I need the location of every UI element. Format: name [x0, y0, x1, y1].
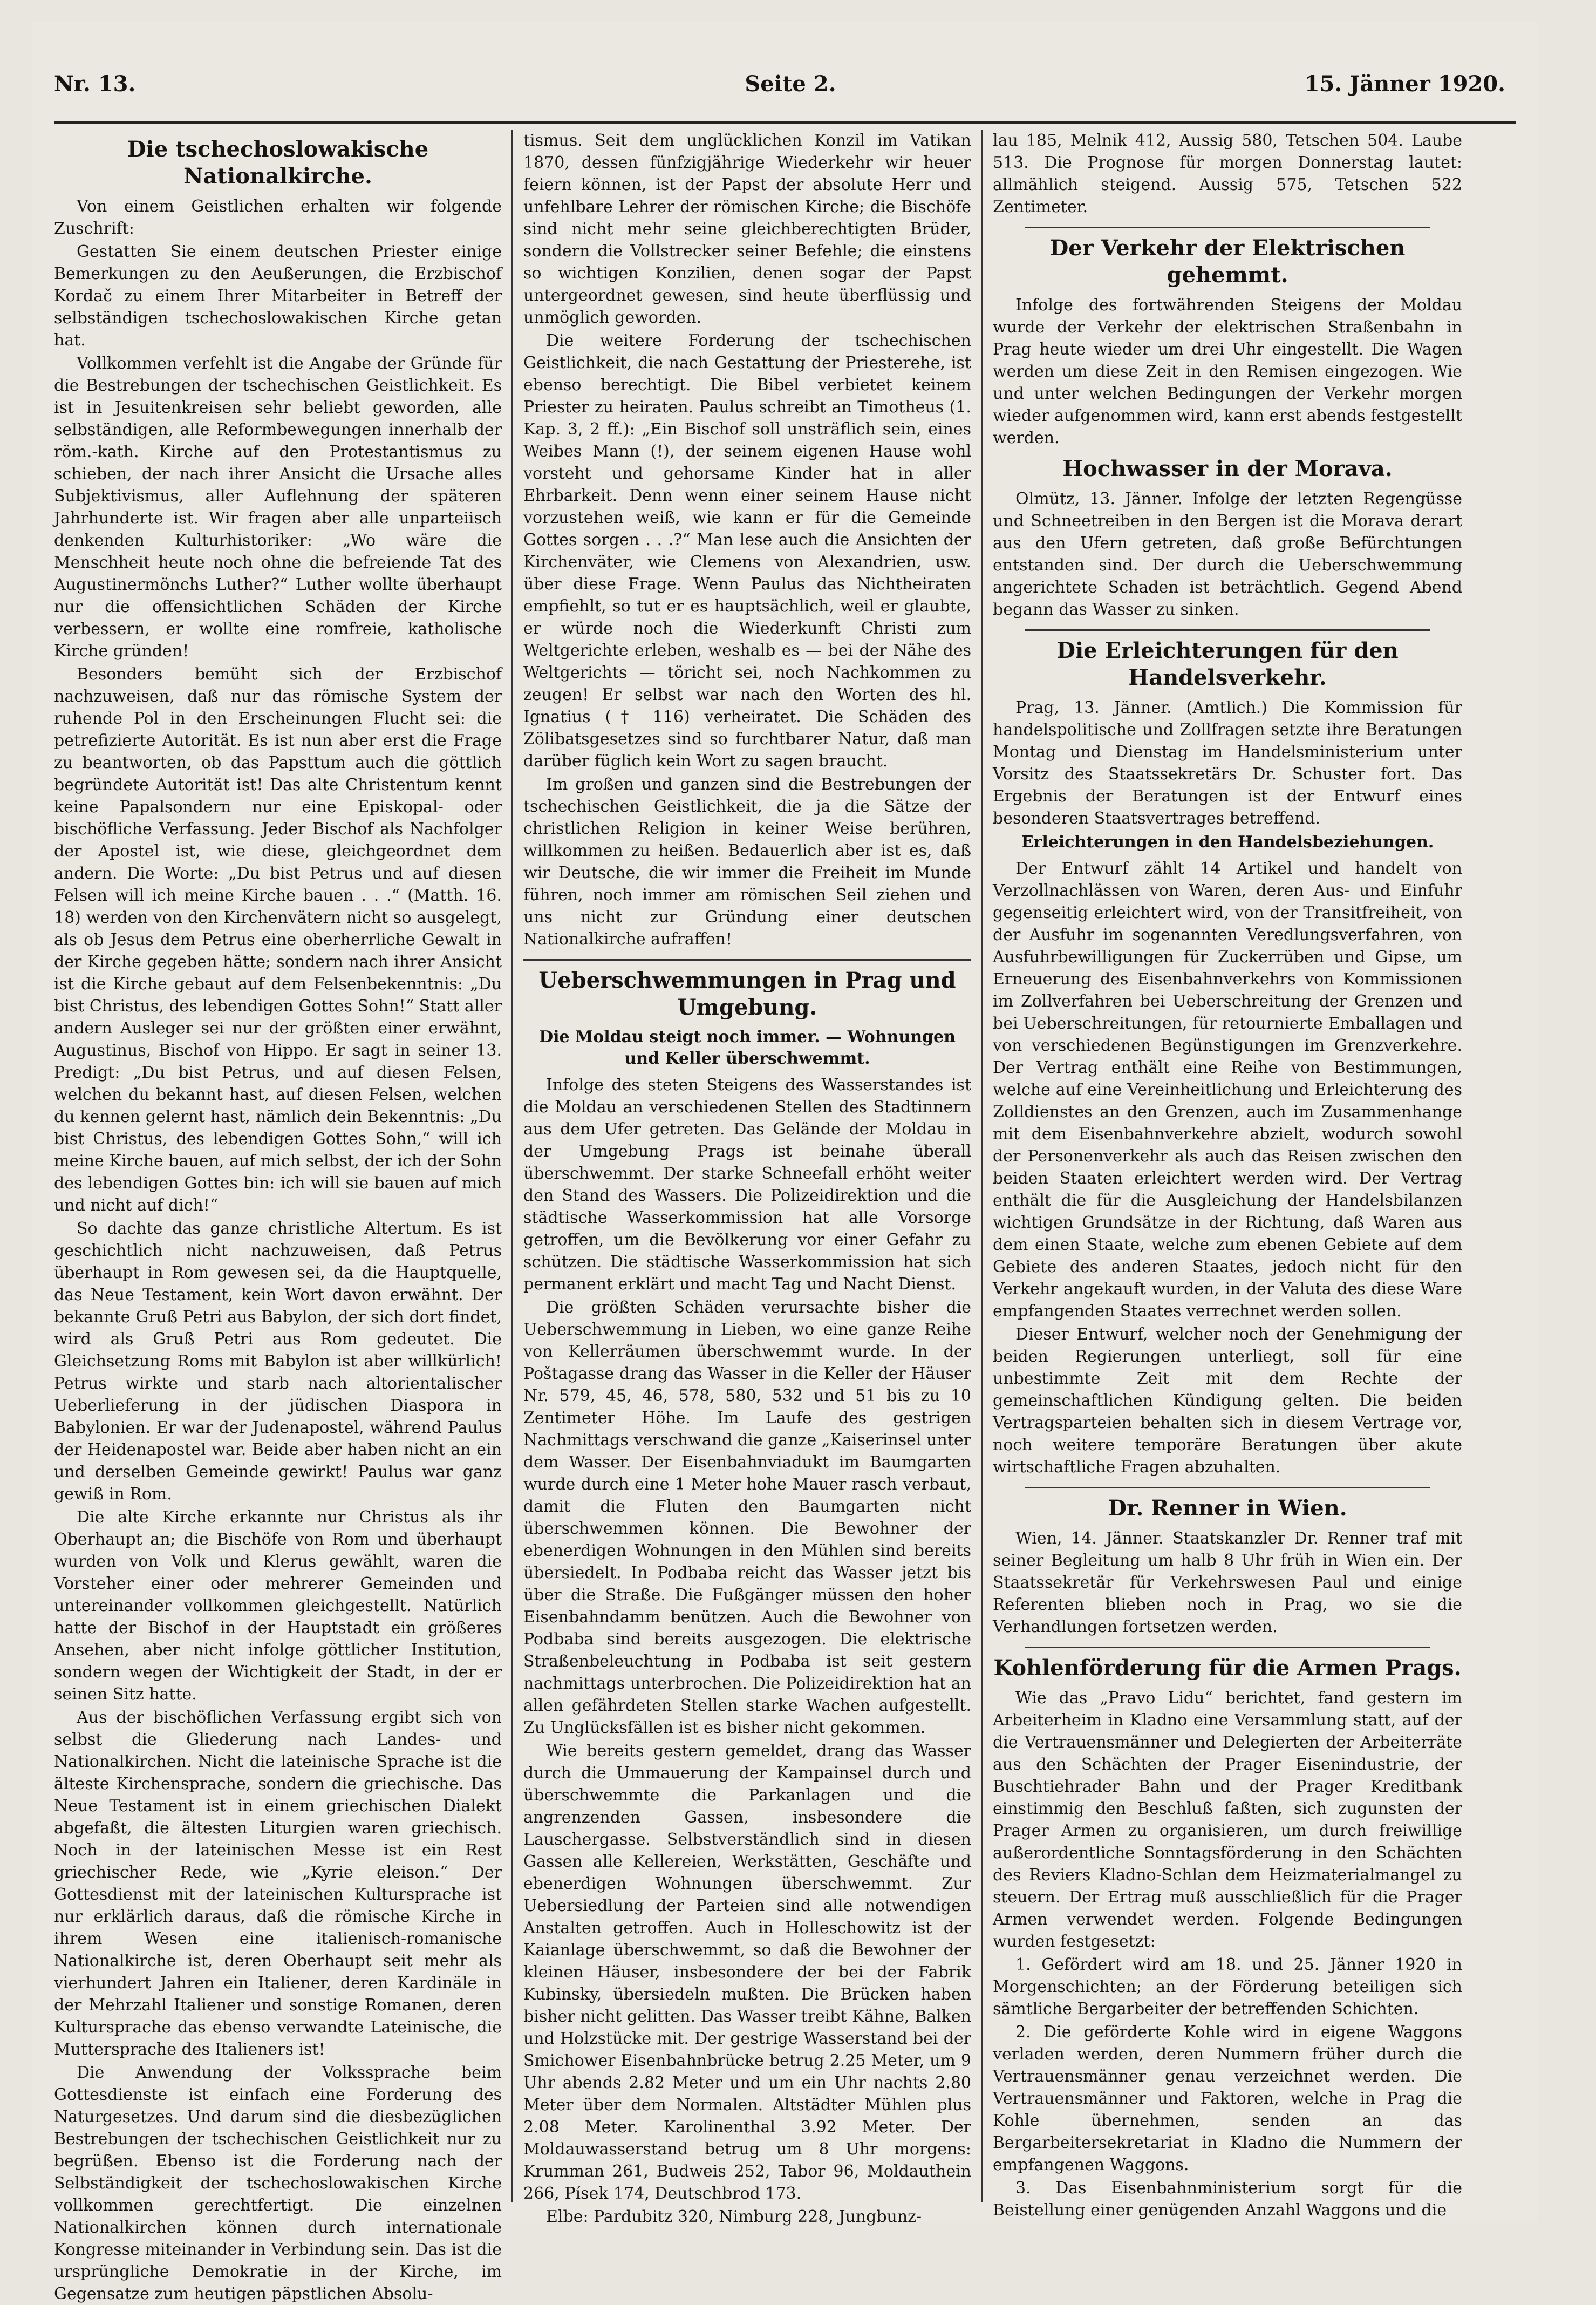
- article-headline: Der Verkehr der Elektrischen gehemmt.: [1049, 235, 1406, 288]
- column-divider: [511, 130, 513, 2202]
- article-paragraph: Infolge des steten Steigens des Wasserstandes ist die Moldau an verschiedenen Stellen des Stadtinnern aus dem Ufer getreten. Das Gelände der Moldau in der Umgebung Prags ist beinahe überall überschwemmt. Der starke Schneefall erhöht weiter den Stand des Wassers. Die Polizeidirektion und die städtische Wasserkommission hat alle Vorsorge getroffen, um die Bevölkerung vor einer Gefahr zu schützen. Die städtische Wasserkommission hat sich permanent erklärt und macht Tag und Nacht Dienst.: [523, 1076, 971, 1294]
- article-paragraph: Elbe: Pardubitz 320, Nimburg 228, Jungbunz-: [546, 2207, 922, 2226]
- article-paragraph: Olmütz, 13. Jänner. Infolge der letzten Regengüsse und Schneetreiben in den Bergen ist die Morava derart aus den Ufern getreten, daß große Befürchtungen entstanden sind. Der durch die Ueberschwemmung angerichtete Schaden ist beträchtlich. Gegend Abend begann das Wasser zu sinken.: [993, 489, 1462, 619]
- page-header: [54, 71, 1527, 114]
- article-subhead: Erleichterungen in den Handelsbeziehungen.: [1021, 833, 1434, 852]
- article-paragraph: 2. Die geförderte Kohle wird in eigene Waggons verladen werden, deren Nummern früher durch die Vertrauensmänner genau verzeichnet werden. Die Vertrauensmänner und Faktoren, welche in Prag die Kohle übernehmen, senden an das Bergarbeitersekretariat in Kladno die Nummern der empfangenen Waggons.: [993, 2023, 1462, 2174]
- article-paragraph: So dachte das ganze christliche Altertum. Es ist geschichtlich nicht nachzuweisen, daß Petrus überhaupt in Rom gewesen sei, da die Hauptquelle, das Neue Testament, kein Wort davon erwähnt. Der bekannte Gruß Petri aus Babylon, der sich dort findet, wird als Gruß Petri aus Rom gedeutet. Die Gleichsetzung Roms mit Babylon ist aber willkürlich! Petrus wirkte und starb nach altorientalischer Ueberlieferung in der jüdischen Diaspora in Babylonien. Er war der Judenapostel, während Paulus der Heidenapostel war. Beide aber haben nicht an ein und derselben Gemeinde gewirkt! Paulus war ganz gewiß in Rom.: [54, 1219, 502, 1504]
- header-rule: [54, 121, 1516, 124]
- article-paragraph: 1. Gefördert wird am 18. und 25. Jänner 1920 in Morgenschichten; an der Förderung beteiligen sich sämtliche Bergarbeiter der betreffenden Schichten.: [993, 1955, 1462, 2018]
- article-paragraph: Prag, 13. Jänner. (Amtlich.) Die Kommission für handelspolitische und Zollfragen setzte ihre Beratungen Montag und Dienstag im Handelsministerium unter Vorsitz des Staatssekretärs Dr. Schuster fort. Das Ergebnis der Beratungen ist der Entwurf eines besonderen Staatsvertrages betreffend.: [993, 698, 1462, 828]
- column-2: [523, 130, 971, 2226]
- article-separator: [523, 959, 971, 961]
- article-paragraph: lau 185, Melnik 412, Aussig 580, Tetschen 504. Laube 513. Die Prognose für morgen Donnerstag lautet: allmählich steigend. Aussig 575, Tetschen 522 Zentimeter.: [993, 131, 1462, 216]
- article-paragraph: Die alte Kirche erkannte nur Christus als ihr Oberhaupt an; die Bischöfe von Rom und überhaupt wurden von Volk und Klerus gewählt, waren die Vorsteher einer oder mehrerer Gemeinden und untereinander vollkommen gleichgestellt. Natürlich hatte der Bischof in der Hauptstadt ein größeres Ansehen, aber nicht infolge göttlicher Institution, sondern wegen der Wichtigkeit der Stadt, in der er seinen Sitz hatte.: [54, 1508, 502, 1704]
- issue-date: 15. Jänner 1920.: [1304, 71, 1505, 97]
- article-headline: Die tschechoslowakische Nationalkirche.: [127, 137, 429, 189]
- page-number: Seite 2.: [745, 71, 836, 97]
- article-paragraph: Der Entwurf zählt 14 Artikel und handelt von Verzollnachlässen von Waren, deren Aus- und Einfuhr gegenseitig erleichtert wird, von der Transitfreiheit, von der Ausfuhr im sogenannten Veredlungsverfahren, von Ausfuhrbewilligungen für Zuckerrüben und Gipse, um Erneuerung des Eisenbahnverkehrs von Kommissionen im Zollverfahren bei Ueberschreitung der Grenzen und bei Ueberschreitungen, für retournierte Emballagen und von verschiedenen Begünstigungen im Grenzverkehre. Der Vertrag enthält eine Reihe von Bestimmungen, welche auf eine Vereinheitlichung und Erleichterung des Zolldienstes an den Grenzen, auch im Zusammenhange mit dem Eisenbahnverkehre abzielt, wodurch sowohl der Personenverkehr als auch das Reisen zwischen den beiden Staaten erleichtert werden wird. Der Vertrag enthält die für die Ausgleichung der Handelsbilanzen wichtigen Grundsätze in der Richtung, daß Waren aus dem einen Staate, welche zum ebenen Gebiete auf dem Gebiete des anderen Staates, jedoch nicht für den Verkehr angekauft wurden, in der Valuta des diese Ware empfangenden Staates verrechnet werden sollen.: [993, 859, 1462, 1321]
- article-paragraph: 3. Das Eisenbahnministerium sorgt für die Beistellung einer genügenden Anzahl Waggons und die: [993, 2179, 1462, 2220]
- article-paragraph: Wien, 14. Jänner. Staatskanzler Dr. Renner traf mit seiner Begleitung um halb 8 Uhr früh in Wien ein. Der Staatssekretär für Verkehrswesen Paul und einige Referenten blieben noch in Prag, wo sie die Verhandlungen fortsetzen werden.: [993, 1529, 1462, 1636]
- article-paragraph: Von einem Geistlichen erhalten wir folgende Zuschrift:: [54, 197, 502, 238]
- article-paragraph: tismus. Seit dem unglücklichen Konzil im Vatikan 1870, dessen fünfzigjährige Wiederkehr wir heuer feiern können, ist der Papst der absolute Herr und unfehlbare Lehrer der römischen Kirche; die Bischöfe sind nicht mehr seine gleichberechtigten Brüder, sondern die Vollstrecker seiner Befehle; die einstens so wichtigen Konzilien, denen sogar der Papst untergeordnet gewesen, sind heute überflüssig und unmöglich geworden.: [523, 131, 971, 327]
- article-headline: Hochwasser in der Morava.: [1062, 456, 1393, 481]
- article-paragraph: Die Anwendung der Volkssprache beim Gottesdienste ist einfach eine Forderung des Naturgesetzes. Und darum sind die diesbezüglichen Bestrebungen der tschechischen Geistlichkeit nur zu begrüßen. Ebenso ist die Forderung nach der Selbständigkeit der tschechoslowakischen Kirche vollkommen gerechtfertigt. Die einzelnen Nationalkirchen können durch internationale Kongresse miteinander in Verbindung sein. Das ist die ursprüngliche Demokratie in der Kirche, im Gegensatze zum heutigen päpstlichen Absolu-: [54, 2063, 502, 2303]
- article-paragraph: Gestatten Sie einem deutschen Priester einige Bemerkungen zu den Aeußerungen, die Erzbischof Kordač zu einem Ihrer Mitarbeiter in Betreff der selbständigen tschechoslowakischen Kirche getan hat.: [54, 242, 502, 350]
- article-separator: [1025, 1647, 1430, 1648]
- article-paragraph: Infolge des fortwährenden Steigens der Moldau wurde der Verkehr der elektrischen Straßenbahn in Prag heute wieder um drei Uhr eingestellt. Die Wagen werden um diese Zeit in den Remisen eingezogen. Wie und unter welchen Bedingungen der Verkehr morgen wieder aufgenommen wird, kann erst abends festgestellt werden.: [993, 296, 1462, 447]
- article-headline: Die Erleichterungen für den Handelsverkehr.: [1056, 638, 1399, 690]
- article-paragraph: Die weitere Forderung der tschechischen Geistlichkeit, die nach Gestattung der Priesterehe, ist ebenso berechtigt. Die Bibel verbietet keinem Priester zu heiraten. Paulus schreibt an Timotheus (1. Kap. 3, 2 ff.): „Ein Bischof soll unsträflich sein, eines Weibes Mann (!), der seinem eigenen Hause wohl vorsteht und gehorsame Kinder hat in aller Ehrbarkeit. Denn wenn einer seinem Hause nicht vorzustehen weiß, wie kann er für die Gemeinde Gottes sorgen . . .?“ Man lese auch die Ansichten der Kirchenväter, wie Clemens von Alexandrien, usw. über diese Frage. Wenn Paulus das Nichtheiraten empfiehlt, so tut er es hauptsächlich, weil er glaubte, er würde noch die Wiederkunft Christi zum Weltgerichte erleben, weshalb es — bei der Nähe des Weltgerichts — töricht sei, noch Nachkommen zu zeugen! Er selbst war nach den Worten des hl. Ignatius († 116) verheiratet. Die Schäden des Zölibatsgesetzes sind so furchtbarer Natur, daß man darüber füglich kein Wort zu sagen braucht.: [523, 331, 971, 771]
- article-subhead: Die Moldau steigt noch immer. — Wohnungen und Keller überschwemmt.: [539, 1028, 956, 1068]
- article-paragraph: Die größten Schäden verursachte bisher die Ueberschwemmung in Lieben, wo eine ganze Reihe von Kellerräumen überschwemmt wurde. In der Poštagasse drang das Wasser in die Keller der Häuser Nr. 579, 45, 46, 578, 580, 532 und 51 bis zu 10 Zentimeter Höhe. Im Laufe des gestrigen Nachmittags verschwand die ganze „Kaiserinsel unter dem Wasser. Der Eisenbahnviadukt im Baumgarten wurde durch eine 1 Meter hohe Mauer rasch verbaut, damit die Fluten den Baumgarten nicht überschwemmen können. Die Bewohner der ebenerdigen Wohnungen in den Mühlen sind bereits übersiedelt. In Podbaba reicht das Wasser jetzt bis über die Straße. Die Fußgänger müssen den hoher Eisenbahndamm benützen. Auch die Bewohner von Podbaba sind bereits ausgezogen. Die elektrische Straßenbeleuchtung in Podbaba ist seit gestern nachmittags unterbrochen. Die Polizeidirektion hat an allen gefährdeten Stellen starke Wachen aufgestellt. Zu Unglücksfällen ist es bisher nicht gekommen.: [523, 1298, 971, 1737]
- article-paragraph: Im großen und ganzen sind die Bestrebungen der tschechischen Geistlichkeit, die ja die Sätze der christlichen Religion in keiner Weise berühren, willkommen zu heißen. Bedauerlich aber ist es, daß wir Deutsche, die wir immer die Freiheit im Munde führen, noch immer am römischen Seil ziehen und uns nicht zur Gründung einer deutschen Nationalkirche aufraffen!: [523, 775, 971, 949]
- article-paragraph: Dieser Entwurf, welcher noch der Genehmigung der beiden Regierungen unterliegt, soll für eine unbestimmte Zeit mit dem Rechte der gemeinschaftlichen Kündigung gelten. Die beiden Vertragsparteien behalten sich in diesem Vertrage vor, noch weitere temporäre Beratungen über akute wirtschaftliche Fragen abzuhalten.: [993, 1325, 1462, 1477]
- article-paragraph: Besonders bemüht sich der Erzbischof nachzuweisen, daß nur das römische System der ruhende Pol in den Erscheinungen Flucht sei: die petrefizierte Autorität. Es ist nun aber erst die Frage zu beantworten, ob das Papsttum auch die göttlich begründete Autorität ist! Das alte Christentum kennt keine Papalsondern nur eine Episkopal- oder bischöfliche Verfassung. Jeder Bischof als Nachfolger der Apostel ist, wie diese, gleichgeordnet dem andern. Die Worte: „Du bist Petrus und auf diesen Felsen will ich meine Kirche bauen . . .“ (Matth. 16. 18) werden von den Kirchenvätern nicht so ausgelegt, als ob Jesus dem Petrus eine oberherrliche Gewalt in der Kirche gegeben hätte; sondern nach ihrer Ansicht ist die Kirche gebaut auf dem Felsenbekenntnis: „Du bist Christus, des lebendigen Gottes Sohn!“ Statt aller andern Ausleger sei nur der größten einer erwähnt, Augustinus, Bischof von Hippo. Er sagt in seiner 13. Predigt: „Du bist Petrus, und auf diesen Felsen, welchen du bekannt hast, auf diesen Felsen, welchen du kennen gelernt hast, nämlich dein Bekenntnis: „Du bist Christus, des lebendigen Gottes Sohn,“ will ich meine Kirche bauen, auf mich selbst, der ich der Sohn des lebendigen Gottes bin: ich will sie bauen auf mich und nicht auf dich!“: [54, 665, 502, 1215]
- article-paragraph: Wie das „Pravo Lidu“ berichtet, fand gestern im Arbeiterheim in Kladno eine Versammlung statt, auf der die Vertrauensmänner und Delegierten der Arbeiterräte aus den Schächten der Prager Eisenindustrie, der Buschtiehrader Bahn und der Prager Kreditbank einstimmig den Beschluß faßten, sich zugunsten der Prager Armen zu organisieren, um durch freiwillige außerordentliche Sonntagsförderung in den Schächten des Reviers Kladno-Schlan dem Heizmaterialmangel zu steuern. Der Ertrag muß ausschließlich für die Prager Armen verwendet werden. Folgende Bedingungen wurden festgesetzt:: [993, 1689, 1462, 1951]
- article-separator: [1025, 629, 1430, 631]
- article-separator: [1025, 1487, 1430, 1488]
- column-divider: [981, 130, 983, 2202]
- newspaper-page: [32, 22, 1538, 2303]
- column-3: [993, 130, 1462, 2220]
- issue-number: Nr. 13.: [54, 71, 136, 97]
- article-headline: Ueberschwemmungen in Prag und Umgebung.: [538, 968, 956, 1020]
- article-separator: [1025, 227, 1430, 228]
- article-headline: Kohlenförderung für die Armen Prags.: [993, 1655, 1462, 1681]
- column-1: [54, 130, 502, 2303]
- article-paragraph: Vollkommen verfehlt ist die Angabe der Gründe für die Bestrebungen der tschechischen Geistlichkeit. Es ist in Jesuitenkreisen sehr beliebt geworden, alle selbständigen, alle Reformbewegungen innerhalb der röm.-kath. Kirche auf den Protestantismus zu schieben, der nach ihrer Ansicht die Ursache alles Subjektivismus, aller Auflehnung der späteren Jahrhunderte ist. Wir fragen aber alle unparteiisch denkenden Kulturhistoriker: „Wo wäre die Menschheit heute noch ohne die befreiende Tat des Augustinermönchs Luther?“ Luther wollte überhaupt nur die offensichtlichen Schäden der Kirche verbessern, er wollte eine romfreie, katholische Kirche gründen!: [54, 354, 502, 661]
- article-paragraph: Wie bereits gestern gemeldet, drang das Wasser durch die Ummauerung der Kampainsel durch und überschwemmte die Parkanlagen und die angrenzenden Gassen, insbesondere die Lauschergasse. Selbstverständlich sind in diesen Gassen alle Kellereien, Werkstätten, Geschäfte und ebenerdigen Wohnungen überschwemmt. Zur Uebersiedlung der Parteien sind alle notwendigen Anstalten getroffen. Auch in Holleschowitz ist der Kaianlage überschwemmt, so daß die Bewohner der kleinen Häuser, insbesondere der bei der Fabrik Kubinsky, übersiedeln mußten. Die Brücken haben bisher nicht gelitten. Das Wasser treibt Kähne, Balken und Holzstücke mit. Der gestrige Wasserstand bei der Smichower Eisenbahnbrücke betrug 2.25 Meter, um 9 Uhr abends 2.82 Meter und um ein Uhr nachts 2.80 Meter über dem Normalen. Altstädter Mühlen plus 2.08 Meter. Karolinenthal 3.92 Meter. Der Moldauwasserstand betrug um 8 Uhr morgens: Krumman 261, Budweis 252, Tabor 96, Moldauthein 266, Písek 174, Deutschbrod 173.: [523, 1742, 971, 2203]
- article-paragraph: Aus der bischöflichen Verfassung ergibt sich von selbst die Gliederung nach Landes- und Nationalkirchen. Nicht die lateinische Sprache ist die älteste Kirchensprache, sondern die griechische. Das Neue Testament ist in einem griechischen Dialekt abgefaßt, die ältesten Liturgien waren griechisch. Noch in der lateinischen Messe ist ein Rest griechischer Rede, wie „Kyrie eleison.“ Der Gottesdienst mit der lateinischen Kultursprache ist nur erklärlich daraus, daß die römische Kirche in ihrem Wesen eine italienisch-romanische Nationalkirche ist, deren Oberhaupt seit mehr als vierhundert Jahren ein Italiener, deren Kardinäle in der Mehrzahl Italiener und sonstige Romanen, deren Kultursprache das ebenso verwandte Lateinische, die Muttersprache des Italieners ist!: [54, 1708, 502, 2059]
- article-headline: Dr. Renner in Wien.: [1108, 1495, 1347, 1521]
